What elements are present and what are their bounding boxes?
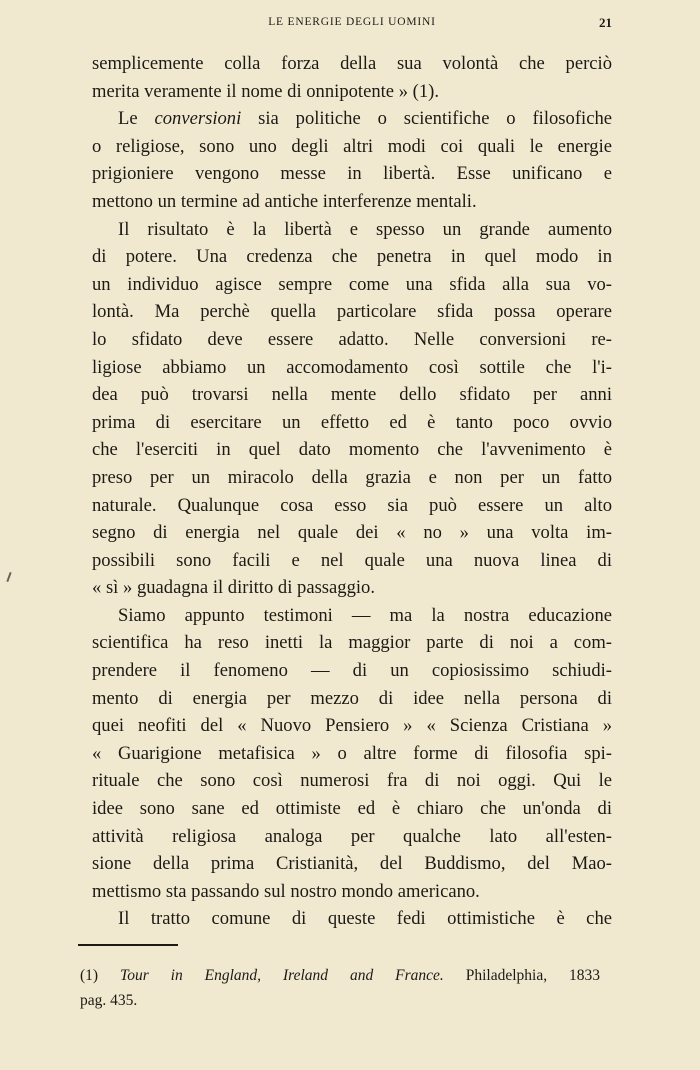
text-line: naturale. Qualunque cosa esso sia può essere un alto — [92, 494, 612, 516]
text-line: mettono un termine ad antiche interferenze mentali. — [92, 190, 477, 212]
footnote-title: Tour in England, Ireland and France. — [120, 967, 444, 984]
text-line: prigioniere vengono messe in libertà. Esse unificano e — [92, 163, 612, 185]
text-line: segno di energia nel quale dei « no » una volta im- — [92, 522, 612, 544]
body-text — [92, 50, 612, 933]
text-line: Il tratto comune di queste fedi ottimistiche è che — [118, 908, 612, 930]
text-line: rituale che sono così numerosi fra di noi oggi. Qui le — [92, 770, 612, 792]
margin-mark — [6, 572, 11, 582]
italic-term: conversioni — [154, 108, 242, 130]
text-line: quei neofiti del « Nuovo Pensiero » « Scienza Cristiana » — [92, 715, 612, 737]
text-line: Il risultato è la libertà e spesso un grande aumento — [118, 218, 612, 240]
text-line: ligiose abbiamo un accomodamento così sottile che l'i- — [92, 356, 612, 378]
text-line: semplicemente colla forza della sua volontà che perciò — [92, 53, 612, 74]
running-title: LE ENERGIE DEGLI UOMINI — [268, 16, 436, 28]
text-line: un individuo agisce sempre come una sfida alla sua vo- — [92, 273, 612, 295]
text-line: che l'eserciti in quel dato momento che l'avvenimento è — [92, 439, 612, 461]
text-line: mettismo sta passando sul nostro mondo americano. — [92, 880, 480, 902]
page-number: 21 — [599, 15, 612, 30]
text-line: scientifica ha reso inetti la maggior parte di noi a com- — [92, 632, 612, 654]
text-line: o religiose, sono uno degli altri modi coi quali le energie — [92, 135, 612, 157]
text-line: dea può trovarsi nella mente dello sfidato per anni — [92, 384, 612, 406]
text-line: lo sfidato deve essere adatto. Nelle conversioni re- — [92, 328, 612, 350]
text-line: « Guarigione metafisica » o altre forme di filosofia spi- — [92, 742, 612, 764]
footnote-rule — [78, 944, 178, 946]
text-fragment: sia politiche o scientifiche o filosofiche — [258, 108, 612, 130]
text-line: merita veramente il nome di onnipotente » (1). — [92, 80, 439, 102]
text-fragment: Le — [118, 108, 138, 130]
text-line: attività religiosa analoga per qualche lato all'esten- — [92, 825, 612, 847]
footnote-text: Philadelphia, 1833 — [465, 967, 601, 984]
text-line: prendere il fenomeno — di un copiosissimo schiudi- — [92, 660, 612, 682]
text-line: possibili sono facili e nel quale una nuova linea di — [92, 549, 612, 571]
text-line: idee sono sane ed ottimiste ed è chiaro che un'onda di — [92, 798, 612, 820]
text-line: mento di energia per mezzo di idee nella persona di — [92, 687, 612, 709]
text-line: « sì » guadagna il diritto di passaggio. — [92, 577, 376, 599]
text-line: preso per un miracolo della grazia e non per un fatto — [92, 466, 612, 488]
text-line: Siamo appunto testimoni — ma la nostra educazione — [118, 604, 612, 626]
footnote-marker: (1) — [80, 967, 99, 984]
footnote-line — [80, 963, 600, 988]
page-header — [92, 14, 612, 34]
footnote-line: pag. 435. — [80, 992, 138, 1009]
footnote — [80, 963, 600, 1013]
text-line: lontà. Ma perchè quella particolare sfida possa operare — [92, 301, 612, 323]
text-line: di potere. Una credenza che penetra in quel modo in — [92, 246, 612, 268]
text-line: sione della prima Cristianità, del Buddismo, del Mao- — [92, 853, 612, 875]
text-line — [92, 105, 612, 133]
text-line: prima di esercitare un effetto ed è tanto poco ovvio — [92, 411, 612, 433]
